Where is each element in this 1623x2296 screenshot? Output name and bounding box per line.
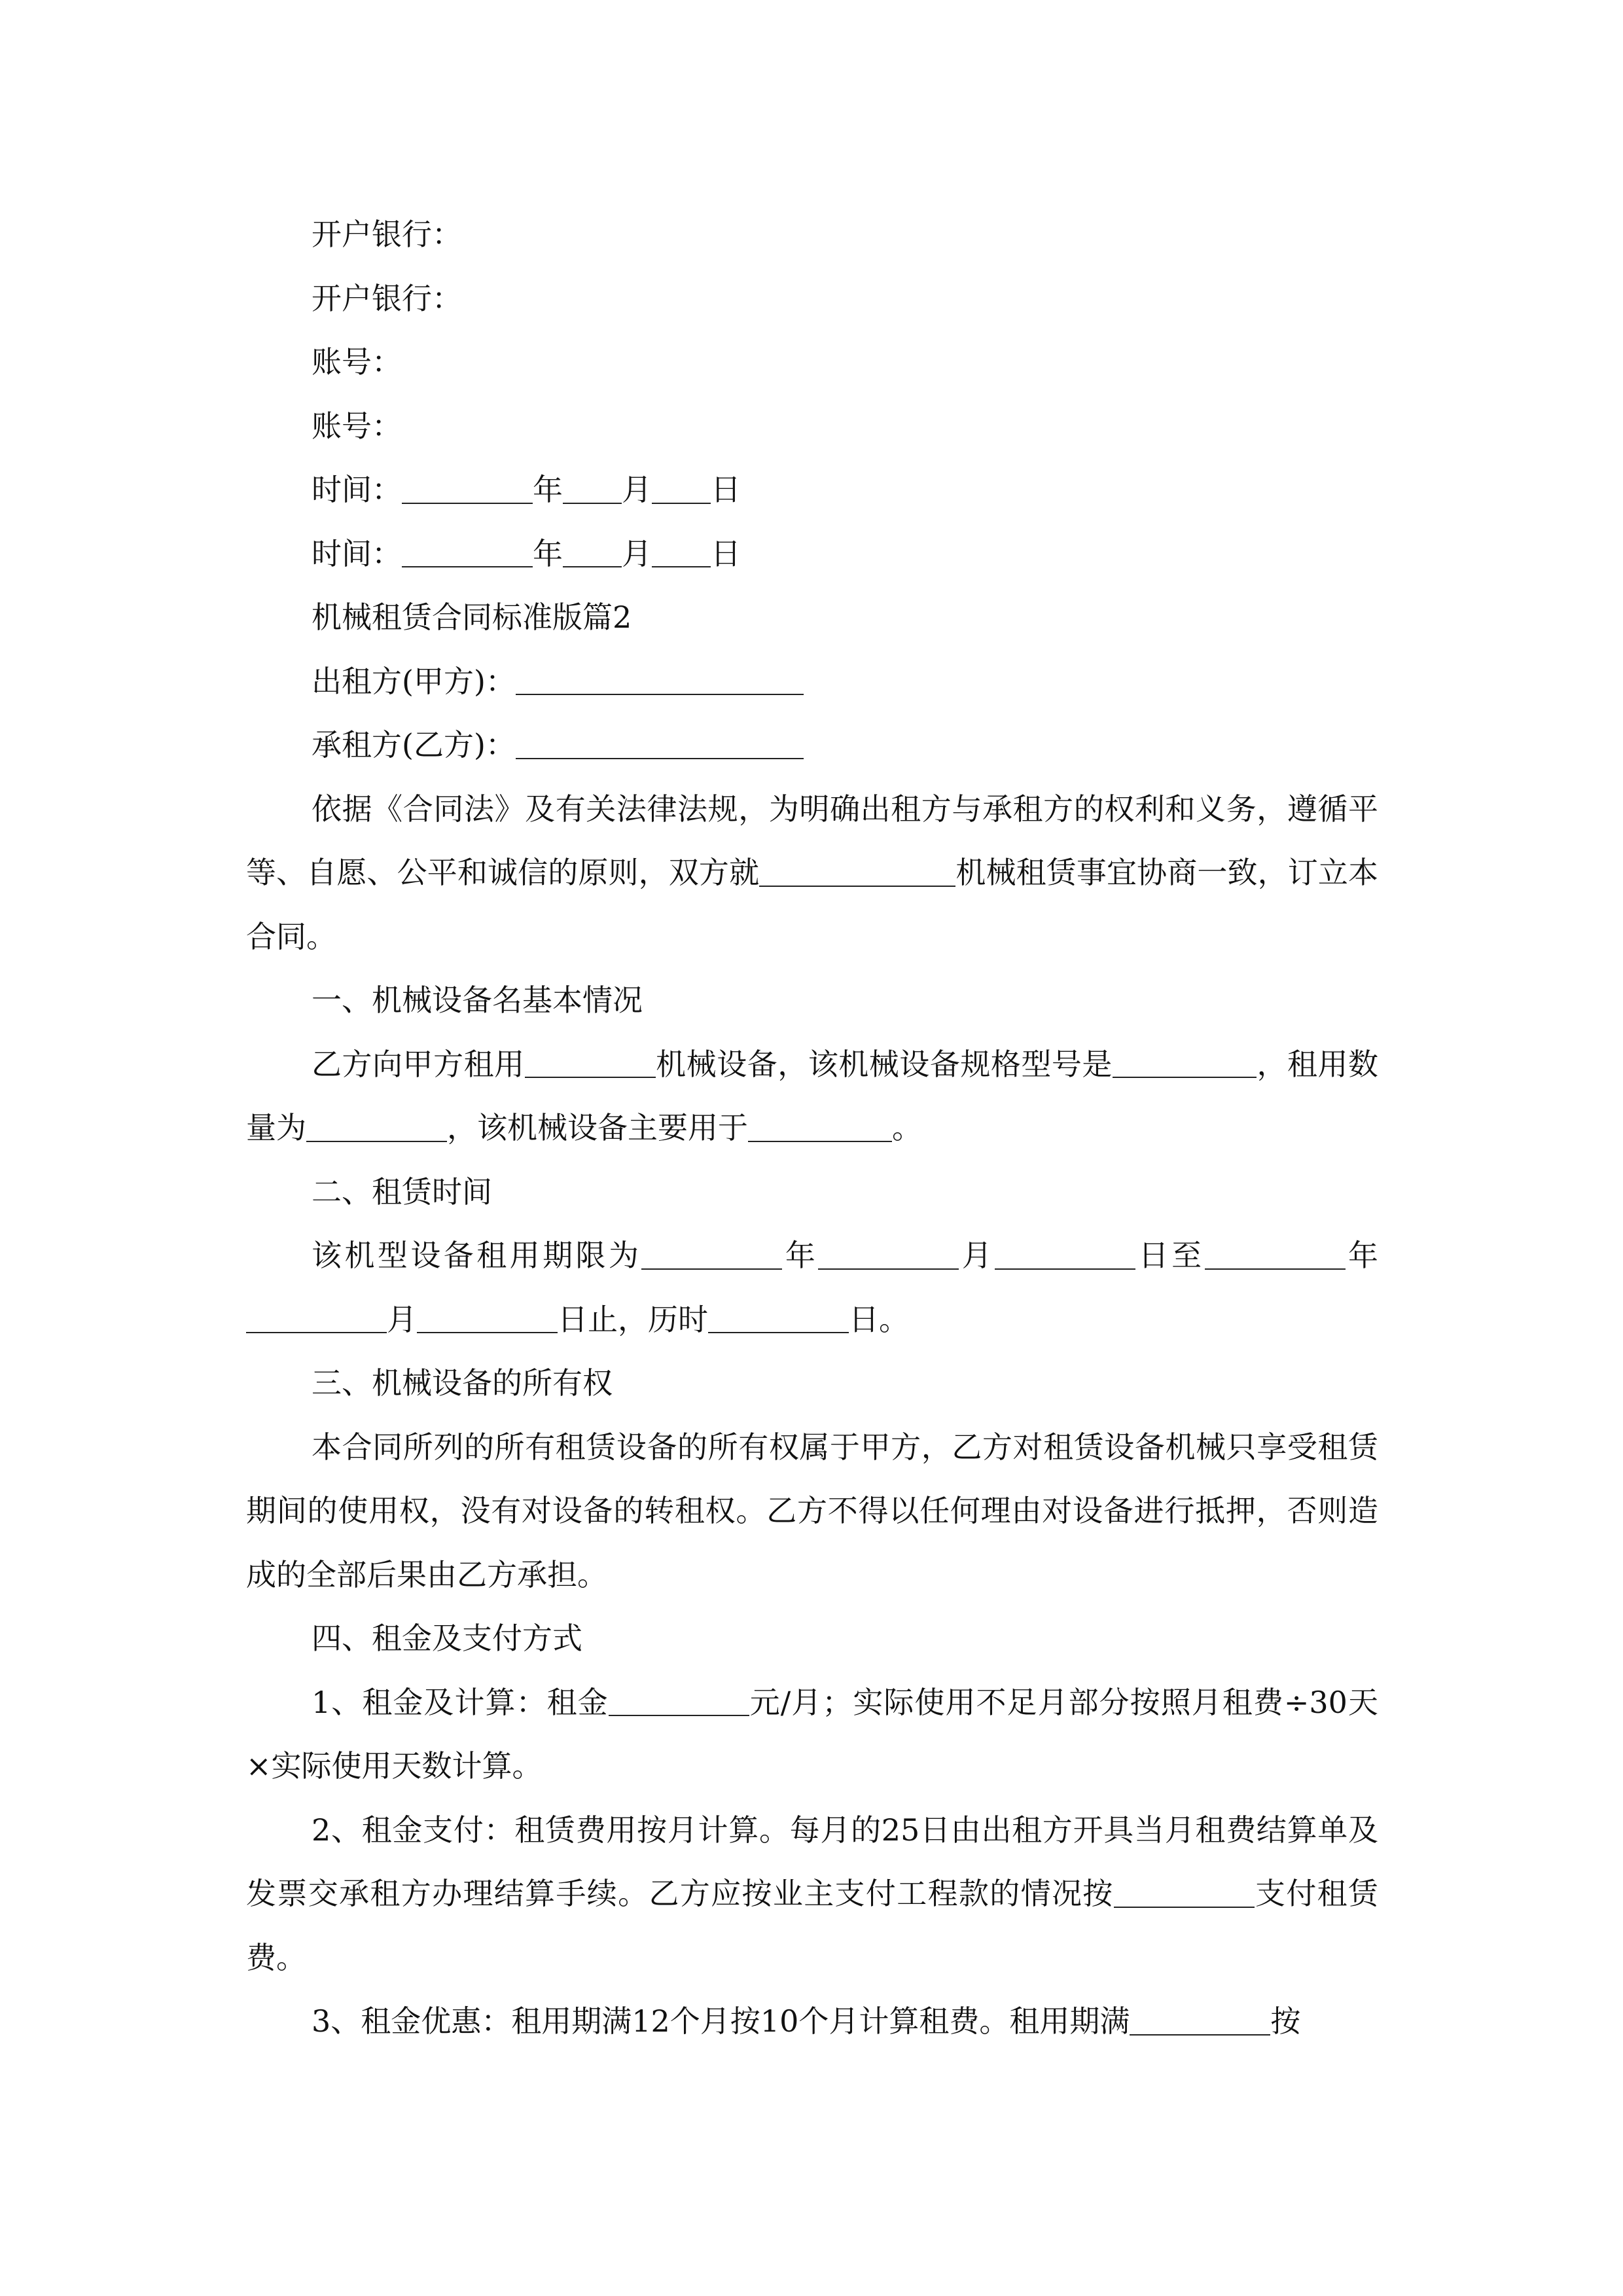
lessee-line <box>246 713 1378 778</box>
time-line-1 <box>246 458 1378 522</box>
time-line-2 <box>246 522 1378 586</box>
clause-text: 机械设备，该机械设备规格型号是 <box>655 1046 1113 1082</box>
month-blank <box>563 473 622 504</box>
lessee-blank <box>516 728 804 759</box>
heading-4: 四、租金及支付方式 <box>312 1621 582 1656</box>
clause-4-3 <box>246 1990 1378 2054</box>
clause-text: 支付租赁费。 <box>246 1876 1378 1975</box>
month-unit: 月 <box>622 535 652 571</box>
clause-text: 日。 <box>849 1301 909 1337</box>
lessor-line <box>246 650 1378 714</box>
account-line-1 <box>246 331 1378 395</box>
clause-text: 2、租金支付：租赁费用按月计算。每月的25日由出租方开具当月租费结算单及发票交承租方办理结算手续。乙方应按业主支付工程款的情况按 <box>246 1812 1378 1911</box>
lessor-blank <box>516 664 804 695</box>
bank-label: 开户银行： <box>312 280 462 316</box>
equipment-blank <box>525 1047 656 1078</box>
intro-text-end: 机械租赁事宜协商一致，订立本合同。 <box>246 855 1379 954</box>
bank-line-1 <box>246 203 1378 267</box>
clause-text: 日止，历时 <box>558 1301 708 1337</box>
clause-text: 乙方向甲方租用 <box>312 1046 525 1082</box>
model-blank <box>1113 1047 1257 1078</box>
clause-text: 1、租金及计算：租金 <box>312 1684 609 1720</box>
month-unit: 月 <box>622 472 652 507</box>
end-month-blank <box>246 1302 387 1333</box>
account-line-2 <box>246 395 1378 459</box>
clause-text: 按 <box>1270 2003 1301 2039</box>
day-unit: 日 <box>711 472 741 507</box>
clause-2 <box>246 1224 1378 1352</box>
payment-blank <box>1114 1876 1255 1908</box>
section-title: 机械租赁合同标准版篇2 <box>312 600 632 635</box>
year-unit: 年 <box>533 535 563 571</box>
intro-text: 依据《合同法》及有关法律法规，为明确出租方与承租方的权利和义务，遵循平等、自愿、公平和诚信的原则，双方就 <box>246 791 1378 890</box>
clause-text: ，该机械设备主要用于 <box>447 1110 748 1145</box>
clause-1 <box>246 1033 1378 1160</box>
clause-text: ，租用数量为 <box>246 1046 1379 1145</box>
end-day-blank <box>417 1302 558 1333</box>
heading-3: 三、机械设备的所有权 <box>312 1365 613 1401</box>
clause-4-1 <box>246 1671 1378 1799</box>
day-blank <box>652 536 711 567</box>
day-unit: 日 <box>711 535 741 571</box>
heading-1: 一、机械设备名基本情况 <box>312 982 643 1018</box>
clause-text: 。 <box>892 1110 922 1145</box>
year-unit: 年 <box>533 472 563 507</box>
year-unit: 年 <box>1345 1238 1379 1273</box>
lessor-label: 出租方(甲方)： <box>312 663 516 699</box>
machinery-blank <box>759 855 955 887</box>
time-label: 时间： <box>312 535 402 571</box>
time-label: 时间： <box>312 472 402 507</box>
contract-body <box>246 203 1378 2054</box>
account-label: 账号： <box>312 344 402 380</box>
bank-line-2 <box>246 267 1378 331</box>
month-unit: 月 <box>959 1238 995 1273</box>
year-unit: 年 <box>782 1238 819 1273</box>
day-blank <box>652 473 711 504</box>
start-year-blank <box>641 1238 782 1270</box>
month-blank <box>563 536 622 567</box>
month-unit: 月 <box>387 1301 417 1337</box>
bank-label: 开户银行： <box>312 217 462 252</box>
heading-2: 二、租赁时间 <box>312 1174 492 1210</box>
discount-blank <box>1130 2004 1270 2036</box>
year-blank <box>402 473 533 504</box>
quantity-blank <box>306 1111 447 1142</box>
clause-text: 日至 <box>1135 1238 1205 1273</box>
duration-blank <box>708 1302 849 1333</box>
intro-paragraph <box>246 778 1378 969</box>
end-year-blank <box>1205 1238 1346 1270</box>
account-label: 账号： <box>312 408 402 444</box>
rent-blank <box>609 1685 749 1716</box>
start-month-blank <box>818 1238 959 1270</box>
clause-text: 该机型设备租用期限为 <box>312 1238 642 1273</box>
clause-text: 3、租金优惠：租用期满12个月按10个月计算租费。租用期满 <box>312 2003 1130 2039</box>
purpose-blank <box>748 1111 892 1142</box>
clause-3: 本合同所列的所有租赁设备的所有权属于甲方，乙方对租赁设备机械只享受租赁期间的使用权，没有对设备的转租权。乙方不得以任何理由对设备进行抵押，否则造成的全部后果由乙方承担。 <box>246 1429 1378 1592</box>
clause-text: 元/月；实际使用不足月部分按照月租费÷30天×实际使用天数计算。 <box>246 1684 1378 1784</box>
lessee-label: 承租方(乙方)： <box>312 727 516 762</box>
year-blank <box>402 536 533 567</box>
start-day-blank <box>995 1238 1135 1270</box>
clause-4-2 <box>246 1799 1378 1990</box>
